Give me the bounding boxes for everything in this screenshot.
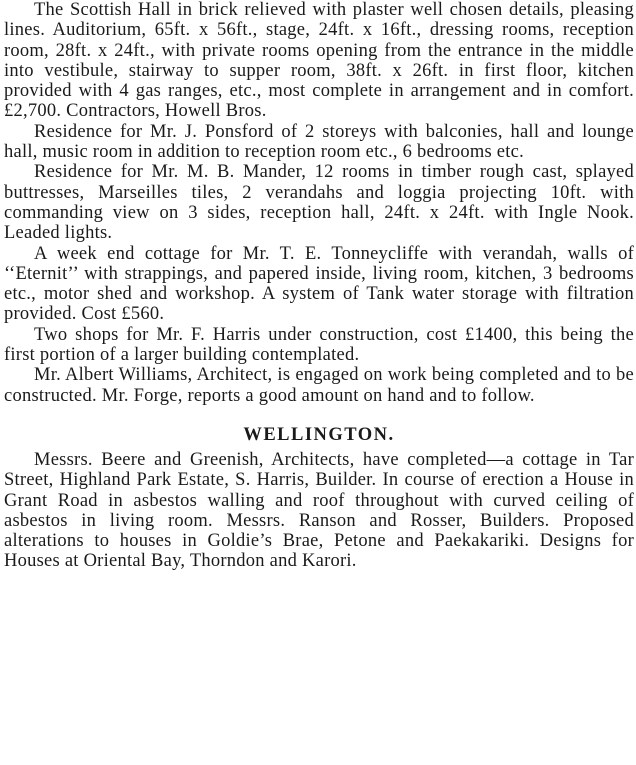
paragraph-tonneycliffe-cottage: A week end cottage for Mr. T. E. Tonneycliffe with verandah, walls of ‘‘Eternit’’ with strappings, and papered inside, living room, kitchen, 3 bedrooms etc., motor shed and workshop. A system of Tank water storage with filtration provided. Cost £560. [4, 243, 634, 325]
section-heading-wellington: WELLINGTON. [243, 424, 395, 445]
paragraph-harris-shops: Two shops for Mr. F. Harris under construction, cost £1400, this being the first portion of a larger building contemplated. [4, 324, 634, 366]
paragraph-mander-residence: Residence for Mr. M. B. Mander, 12 rooms in timber rough cast, splayed buttresses, Marseilles tiles, 2 verandahs and loggia projecting 10ft. with commanding view on 3 sides, reception hall, 24ft. x 24ft. with Ingle Nook. Leaded lights. [4, 162, 634, 244]
paragraph-ponsford-residence: Residence for Mr. J. Ponsford of 2 storeys with balconies, hall and lounge hall, music room in addition to reception room etc., 6 bedrooms etc. [4, 121, 634, 163]
document-page [4, 0, 634, 572]
paragraph-beere-greenish: Messrs. Beere and Greenish, Architects, have completed—a cottage in Tar Street, Highland Park Estate, S. Harris, Builder. In course of erection a House in Grant Road in asbestos walling and roof throughout with curved ceiling of asbestos in living room. Messrs. Ranson and Rosser, Builders. Proposed alterations to houses in Goldie’s Brae, Petone and Paekakariki. Designs for Houses at Oriental Bay, Thorndon and Karori. [4, 449, 634, 572]
section-gap [4, 406, 634, 416]
paragraph-scottish-hall: The Scottish Hall in brick relieved with plaster well chosen details, pleasing lines. Auditorium, 65ft. x 56ft., stage, 24ft. x 16ft., dressing rooms, reception room, 28ft. x 24ft., with private rooms opening from the entrance in the middle into vestibule, stairway to supper room, 38ft. x 26ft. in first floor, kitchen provided with 4 gas ranges, etc., most complete in arrangement and in comfort. £2,700. Contractors, Howell Bros. [4, 0, 634, 122]
paragraph-albert-williams: Mr. Albert Williams, Architect, is engaged on work being completed and to be constructed. Mr. Forge, reports a good amount on hand and to follow. [4, 365, 634, 406]
